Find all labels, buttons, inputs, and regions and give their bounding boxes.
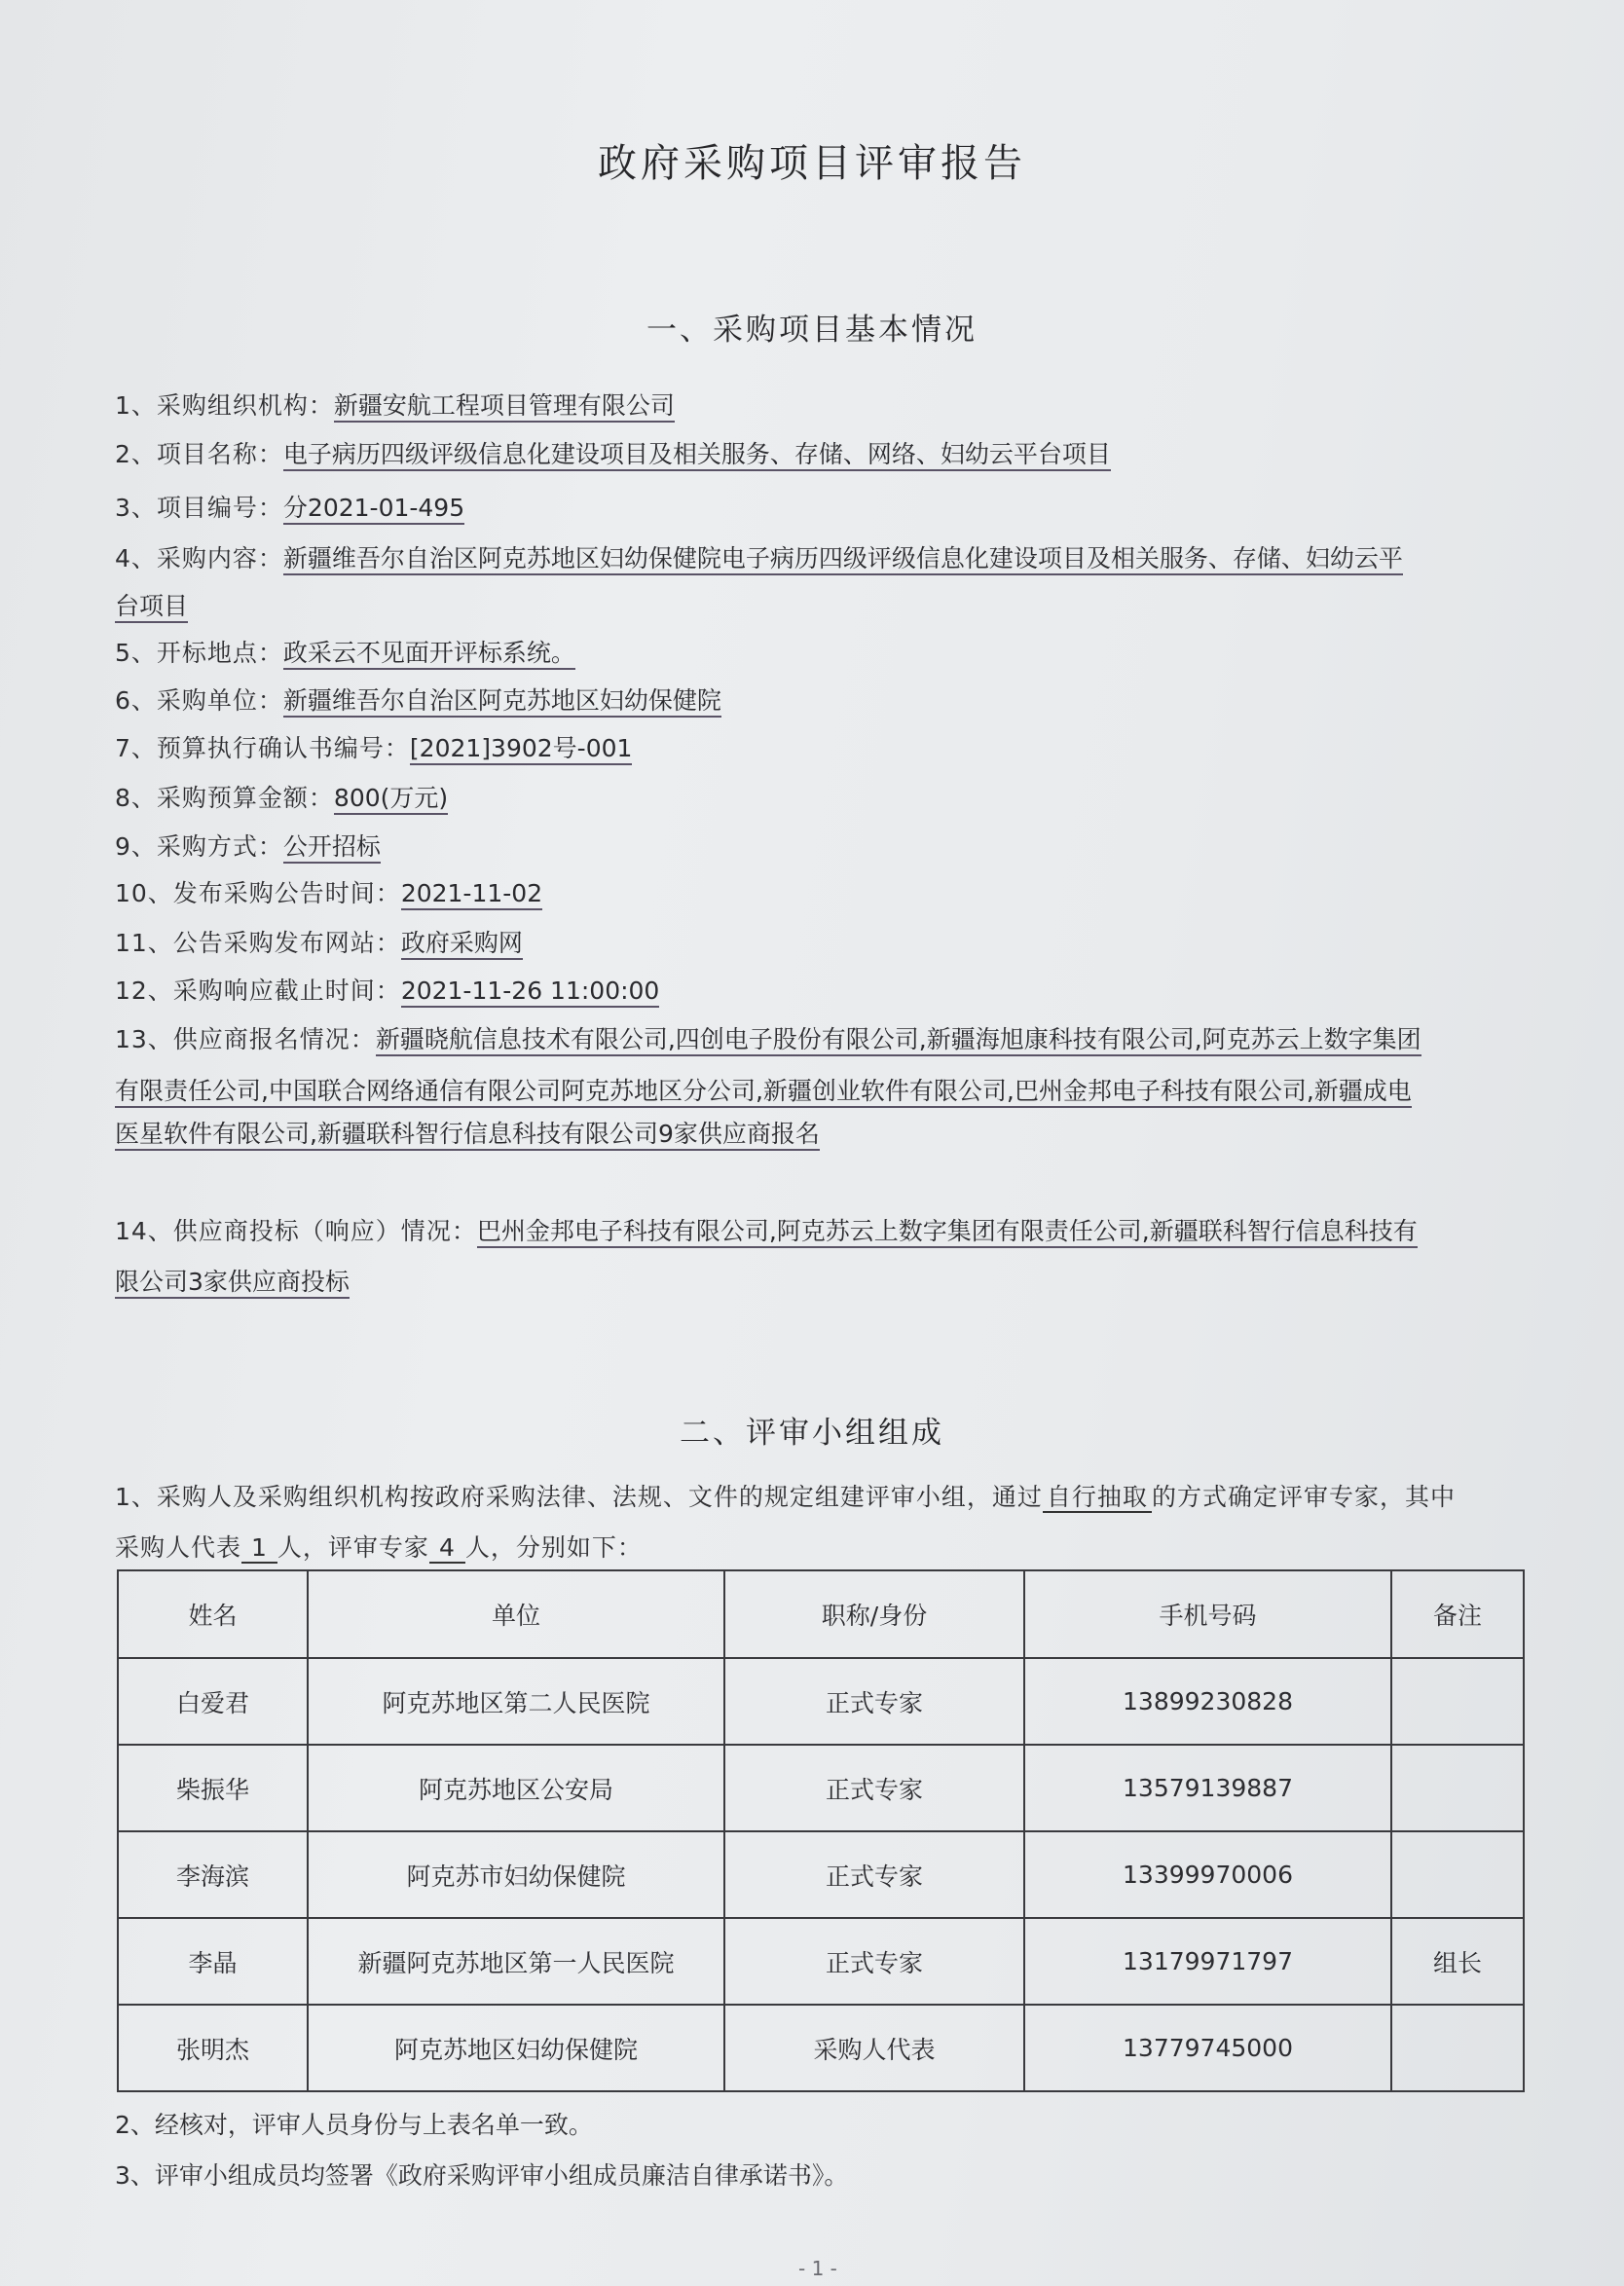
cell-phone: 13579139887 (1024, 1745, 1391, 1831)
item-project-name (115, 438, 1111, 471)
table-row (118, 2005, 1524, 2091)
item-value: [2021]3902号-001 (410, 734, 633, 765)
cell-phone: 13179971797 (1024, 1918, 1391, 2005)
header-name: 姓名 (118, 1570, 308, 1658)
header-phone: 手机号码 (1024, 1570, 1391, 1658)
item-budget-amount (115, 782, 448, 815)
item-value: 800(万元) (334, 784, 448, 815)
item-value: 2021-11-02 (401, 879, 542, 910)
item-label: 8、采购预算金额： (115, 784, 334, 812)
item-label: 2、项目名称： (115, 440, 283, 468)
item-value: 新疆维吾尔自治区阿克苏地区妇幼保健院 (283, 686, 721, 718)
header-unit: 单位 (308, 1570, 724, 1658)
cell-remark (1391, 1745, 1524, 1831)
intro-text: 1、采购人及采购组织机构按政府采购法律、法规、文件的规定组建评审小组，通过 (115, 1483, 1043, 1511)
item-supplier-registration-cont2 (115, 1118, 820, 1151)
intro-text: 人，评审专家 (277, 1533, 429, 1562)
cell-remark (1391, 2005, 1524, 2091)
cell-phone: 13899230828 (1024, 1658, 1391, 1745)
item-value: 2021-11-26 11:00:00 (401, 977, 660, 1008)
cell-name: 白爱君 (118, 1658, 308, 1745)
item-value: 新疆安航工程项目管理有限公司 (334, 391, 675, 423)
table-row (118, 1918, 1524, 2005)
item-label: 13、供应商报名情况： (115, 1025, 376, 1053)
cell-unit: 阿克苏市妇幼保健院 (308, 1831, 724, 1918)
item-value: 电子病历四级评级信息化建设项目及相关服务、存储、网络、妇幼云平台项目 (283, 440, 1111, 471)
cell-name: 李晶 (118, 1918, 308, 2005)
cell-remark (1391, 1831, 1524, 1918)
header-remark: 备注 (1391, 1570, 1524, 1658)
cell-remark (1391, 1658, 1524, 1745)
cell-remark: 组长 (1391, 1918, 1524, 2005)
item-value: 巴州金邦电子科技有限公司,阿克苏云上数字集团有限责任公司,新疆联科智行信息科技有 (477, 1217, 1418, 1248)
item-label: 7、预算执行确认书编号： (115, 734, 410, 762)
item-announcement-date (115, 877, 542, 910)
expert-count: 4 (429, 1533, 465, 1564)
cell-title: 正式专家 (724, 1658, 1024, 1745)
cell-unit: 阿克苏地区公安局 (308, 1745, 724, 1831)
item-label: 6、采购单位： (115, 686, 283, 715)
table-row (118, 1745, 1524, 1831)
item-value-cont: 有限责任公司,中国联合网络通信有限公司阿克苏地区分公司,新疆创业软件有限公司,巴州金邦电子科技有限公司,新疆成电 (115, 1077, 1412, 1108)
item-label: 14、供应商投标（响应）情况： (115, 1217, 477, 1245)
item-value-cont: 医星软件有限公司,新疆联科智行信息科技有限公司9家供应商报名 (115, 1120, 820, 1151)
item-supplier-bids-cont (115, 1266, 350, 1299)
cell-name: 李海滨 (118, 1831, 308, 1918)
table-row (118, 1831, 1524, 1918)
cell-title: 正式专家 (724, 1831, 1024, 1918)
selection-method: 自行抽取 (1043, 1483, 1152, 1513)
cell-title: 正式专家 (724, 1745, 1024, 1831)
verification-note: 2、经核对，评审人员身份与上表名单一致。 (115, 2111, 593, 2139)
item-procurement-method (115, 830, 381, 864)
item-project-number (115, 492, 464, 525)
table-row (118, 1658, 1524, 1745)
item-content-cont (115, 590, 188, 623)
cell-name: 柴振华 (118, 1745, 308, 1831)
item-bid-location (115, 637, 575, 670)
item-value: 分2021-01-495 (283, 494, 464, 525)
cell-name: 张明杰 (118, 2005, 308, 2091)
header-title: 职称/身份 (724, 1570, 1024, 1658)
item-label: 4、采购内容： (115, 544, 283, 572)
item-supplier-registration (115, 1023, 1421, 1056)
item-value: 新疆晓航信息技术有限公司,四创电子股份有限公司,新疆海旭康科技有限公司,阿克苏云上数字集团 (376, 1025, 1421, 1056)
item-value-cont: 台项目 (115, 592, 188, 623)
item-content (115, 542, 1403, 575)
item-label: 5、开标地点： (115, 639, 283, 667)
document-title: 政府采购项目评审报告 (598, 141, 1026, 186)
item-supplier-registration-cont (115, 1075, 1412, 1108)
item-announcement-site (115, 927, 523, 960)
item-value: 政府采购网 (401, 929, 523, 960)
cell-title: 正式专家 (724, 1918, 1024, 2005)
table-header-row (118, 1570, 1524, 1658)
panel-intro-paragraph (115, 1472, 1517, 1573)
item-label: 12、采购响应截止时间： (115, 977, 401, 1005)
intro-text: 人，分别如下： (464, 1533, 643, 1562)
item-value: 新疆维吾尔自治区阿克苏地区妇幼保健院电子病历四级评级信息化建设项目及相关服务、存储、妇幼云平 (283, 544, 1403, 575)
item-label: 9、采购方式： (115, 832, 283, 861)
item-value: 公开招标 (283, 832, 381, 864)
item-label: 3、项目编号： (115, 494, 283, 522)
item-organization (115, 389, 675, 423)
item-purchasing-unit (115, 684, 721, 718)
item-label: 10、发布采购公告时间： (115, 879, 401, 907)
section-2-heading: 二、评审小组组成 (680, 1416, 944, 1451)
cell-title: 采购人代表 (724, 2005, 1024, 2091)
cell-phone: 13779745000 (1024, 2005, 1391, 2091)
item-label: 11、公告采购发布网站： (115, 929, 401, 957)
page-number: - 1 - (798, 2257, 837, 2280)
intro-text: 采购人代表 (115, 1533, 242, 1562)
section-1-heading: 一、采购项目基本情况 (646, 313, 978, 348)
intro-text: 的方式确定评审专家，其中 (1151, 1483, 1456, 1511)
item-label: 1、采购组织机构： (115, 391, 334, 420)
item-response-deadline (115, 975, 659, 1008)
item-value: 政采云不见面开评标系统。 (283, 639, 575, 670)
cell-unit: 阿克苏地区妇幼保健院 (308, 2005, 724, 2091)
cell-unit: 阿克苏地区第二人民医院 (308, 1658, 724, 1745)
item-budget-confirm-number (115, 732, 632, 765)
cell-phone: 13399970006 (1024, 1831, 1391, 1918)
integrity-pledge-note: 3、评审小组成员均签署《政府采购评审小组成员廉洁自律承诺书》。 (115, 2161, 849, 2190)
cell-unit: 新疆阿克苏地区第一人民医院 (308, 1918, 724, 2005)
review-panel-table (117, 1569, 1525, 2092)
item-supplier-bids (115, 1215, 1418, 1248)
representative-count: 1 (241, 1533, 277, 1564)
item-value-cont: 限公司3家供应商投标 (115, 1268, 350, 1299)
